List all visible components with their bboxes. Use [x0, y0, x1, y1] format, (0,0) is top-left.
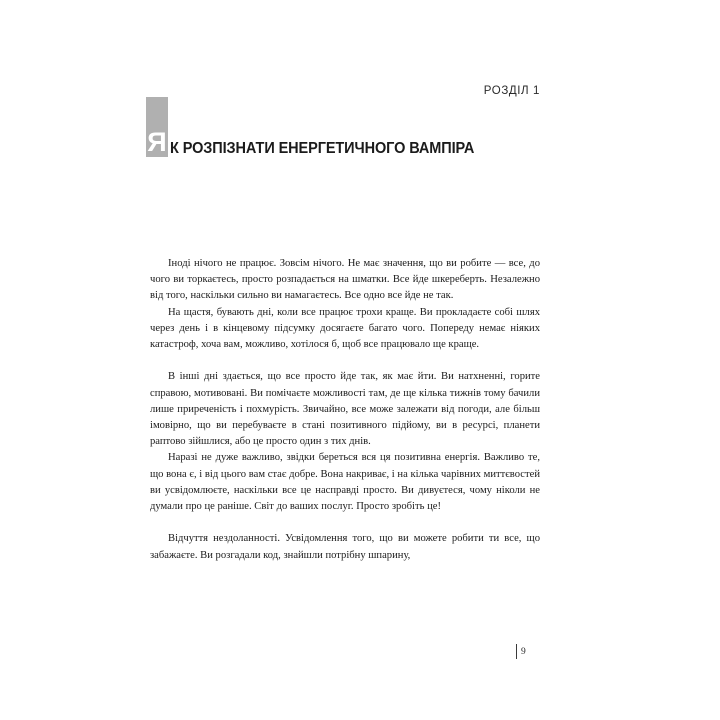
chapter-title-text: К РОЗПІЗНАТИ ЕНЕРГЕТИЧНОГО ВАМПІРА — [170, 140, 475, 157]
dropcap-letter: Я — [147, 127, 167, 157]
page-number: 9 — [521, 646, 526, 657]
folio — [516, 643, 526, 660]
chapter-title-block — [146, 97, 566, 159]
folio-rule — [516, 644, 517, 659]
body-copy — [150, 256, 540, 564]
chapter-label: РОЗДІЛ 1 — [483, 85, 540, 97]
paragraph: На щастя, бувають дні, коли все працює трохи краще. Ви прокладаєте собі шлях через день і в кінцевому підсумку досягаєте багато чого. Попереду немає ніяких катастроф, хоча вам, можливо, хотілося б, щоб все працювало ще краще. — [150, 306, 540, 351]
paragraph: В інші дні здається, що все просто йде так, як має йти. Ви натхненні, горите справою, мотивовані. Ви помічаєте можливості там, де ще кілька тижнів тому бачили лише приреченість і похмурість. Звичайно, все може залежати від погоди, але більш імовірно, що ви перебуваєте в стані позитивного підйому, ви в ресурсі, планети раптово зійшлися, або це просто один з тих днів. — [150, 371, 540, 448]
paragraph: Відчуття нездоланності. Усвідомлення того, що ви можете робити ти все, що забажаєте. Ви розгадали код, знайшли потрібну шпарину, — [150, 533, 540, 561]
paragraph: Наразі не дуже важливо, звідки береться вся ця позитивна енергія. Важливо те, що вона є, і від цього вам стає добре. Вона накриває, і на кілька чарівних миттєвостей ви усвідомлюєте, наскільки все це насправді просто. Ви дивуєтеся, чому ніколи не думали про це раніше. Світ до ваших послуг. Просто зробіть це! — [150, 452, 540, 513]
paragraph: Іноді нічого не працює. Зовсім нічого. Не має значення, що ви робите — все, до чого ви торкаєтесь, просто розпадається на шматки. Все йде шкереберть. Незалежно від того, наскільки сильно ви намагаєтесь. Все одно все йде не так. — [150, 258, 540, 302]
